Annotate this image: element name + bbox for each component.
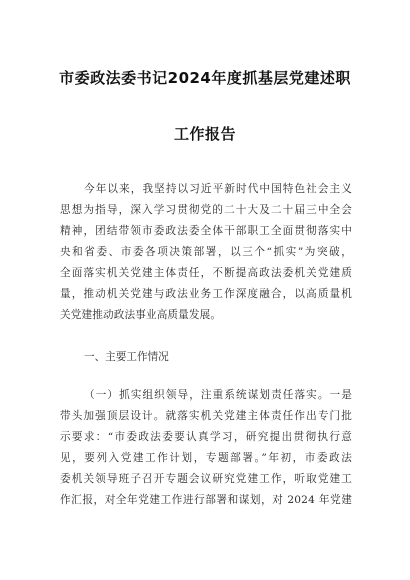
subsection-line: （一）抓实组织领导，注重系统谋划责任落实。一是	[84, 389, 352, 401]
subsection-line: 见，要列入党建工作计划，专题部署。”年初，市委政法	[60, 452, 352, 464]
intro-line: 思想为指导，深入学习贯彻党的二十大及二十届三中全会	[60, 204, 352, 216]
intro-line: 今年以来，我坚持以习近平新时代中国特色社会主义	[84, 183, 352, 195]
document-title-line-2: 工作报告	[173, 125, 236, 143]
intro-line: 量，推动机关党建与政法业务工作深度融合，以高质量机	[60, 288, 352, 300]
intro-line: 关党建推动政法事业高质量发展。	[60, 309, 222, 321]
intro-line: 央和省委、市委各项决策部署，以三个“抓实”为突破，	[60, 246, 352, 258]
subsection-line: 作汇报，对全年党建工作进行部署和谋划，对 2024 年党建	[60, 494, 352, 506]
intro-line: 全面落实机关党建主体责任，不断提高政法委机关党建质	[60, 267, 352, 279]
intro-line: 精神，团结带领市委政法委全体干部职工全面贯彻落实中	[60, 225, 352, 237]
document-title-line-1: 市委政法委书记2024年度抓基层党建述职	[59, 69, 351, 87]
section-heading: 一、主要工作情况	[84, 351, 169, 363]
subsection-line: 委机关领导班子召开专题会议研究党建工作，听取党建工	[60, 473, 352, 485]
subsection-line: 示要求：“市委政法委要认真学习，研究提出贯彻执行意	[60, 431, 352, 443]
subsection-line: 带头加强顶层设计。就落实机关党建主体责任作出专门批	[60, 410, 352, 422]
